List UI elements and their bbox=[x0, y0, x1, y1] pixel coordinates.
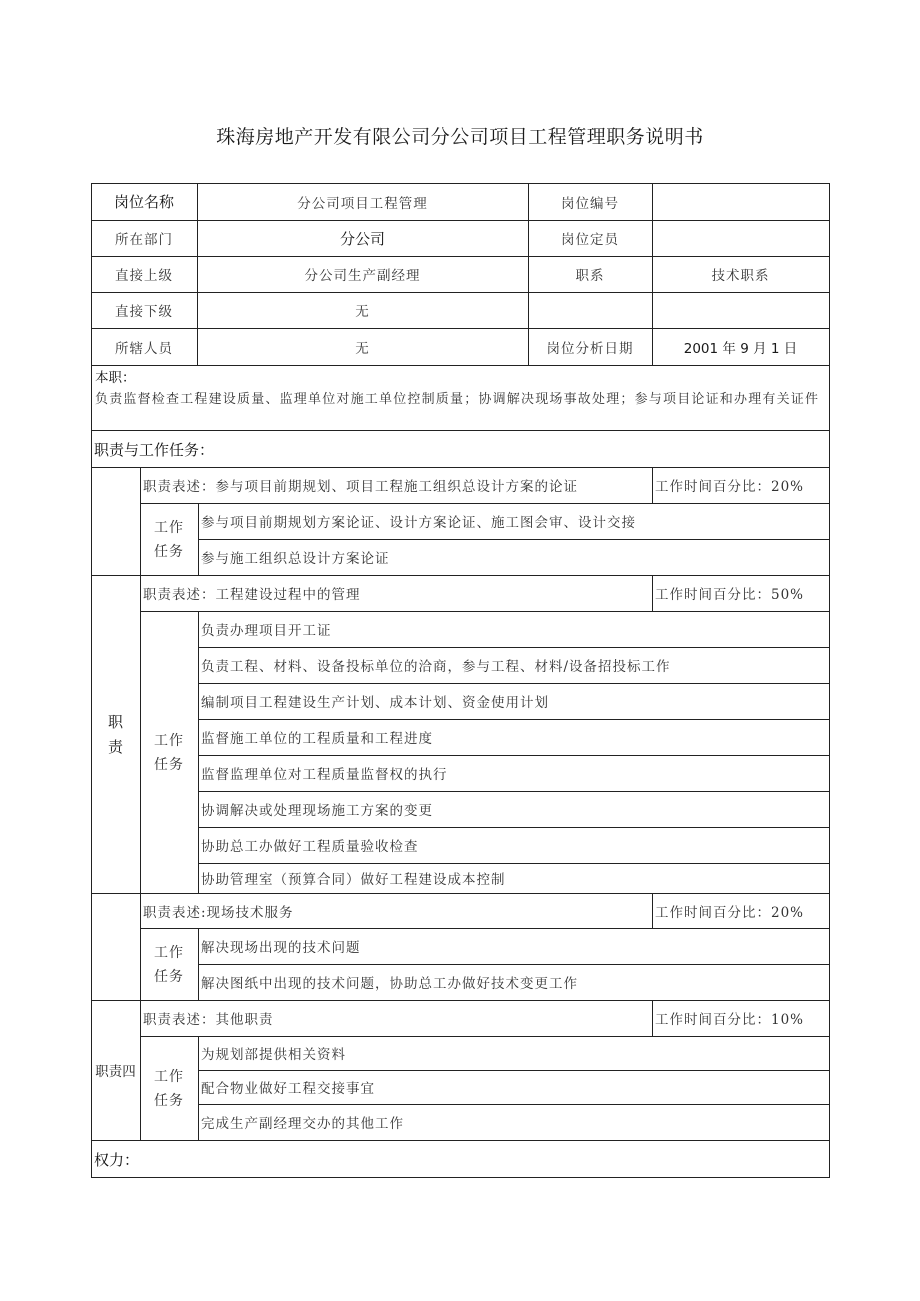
task-label bbox=[140, 611, 198, 893]
task-label bbox=[140, 928, 198, 1000]
task-item: 协调解决或处理现场施工方案的变更 bbox=[201, 803, 433, 819]
duty-main bbox=[91, 366, 829, 430]
task-label-line2: 任务 bbox=[154, 757, 184, 773]
duty-percent: 工作时间百分比：50% bbox=[655, 587, 805, 603]
duty-main-label: 本职： bbox=[95, 370, 136, 386]
task-item: 负责工程、材料、设备投标单位的洽商，参与工程、材料/设备招投标工作 bbox=[201, 659, 671, 675]
task-label bbox=[140, 503, 198, 575]
duty-statement: 职责表述:现场技术服务 bbox=[143, 904, 294, 921]
header-label bbox=[528, 292, 652, 328]
duties-heading: 职责与工作任务： bbox=[94, 440, 215, 459]
task-item: 编制项目工程建设生产计划、成本计划、资金使用计划 bbox=[201, 695, 549, 711]
header-value bbox=[652, 183, 829, 220]
duty-percent: 工作时间百分比：20% bbox=[655, 904, 805, 921]
header-value: 2001 年 9 月 1 日 bbox=[683, 340, 798, 357]
header-value bbox=[652, 220, 829, 256]
header-value: 分公司项目工程管理 bbox=[297, 195, 428, 212]
header-label: 职系 bbox=[575, 268, 605, 284]
task-item: 监督施工单位的工程质量和工程进度 bbox=[201, 731, 433, 747]
duty-main-text: 负责监督检查工程建设质量、监理单位对施工单位控制质量；协调解决现场事故处理；参与项目论证和办理有关证件 bbox=[95, 392, 820, 407]
duty-percent: 工作时间百分比：10% bbox=[655, 1012, 805, 1028]
header-value: 分公司 bbox=[339, 229, 385, 248]
task-label-line1: 工作 bbox=[154, 733, 184, 749]
header-value: 分公司生产副经理 bbox=[304, 268, 421, 284]
task-item: 解决现场出现的技术问题 bbox=[201, 940, 361, 956]
task-item: 协助管理室（预算合同）做好工程建设成本控制 bbox=[201, 872, 506, 888]
authority-label: 权力： bbox=[94, 1150, 140, 1169]
duty-statement: 职责表述：参与项目前期规划、项目工程施工组织总设计方案的论证 bbox=[143, 479, 578, 495]
task-item: 监督监理单位对工程质量监督权的执行 bbox=[201, 767, 448, 783]
header-label: 岗位定员 bbox=[561, 232, 619, 248]
header-value bbox=[652, 292, 829, 328]
task-item: 协助总工办做好工程质量验收检查 bbox=[201, 839, 419, 855]
header-label: 所辖人员 bbox=[115, 340, 173, 357]
header-value: 无 bbox=[355, 340, 370, 357]
task-label-line1: 工作 bbox=[154, 520, 184, 536]
task-item: 解决图纸中出现的技术问题，协助总工办做好技术变更工作 bbox=[201, 976, 578, 992]
header-label: 直接上级 bbox=[115, 268, 173, 284]
table-rule bbox=[829, 183, 830, 1178]
task-label-line1: 工作 bbox=[154, 1069, 184, 1085]
task-label-line2: 任务 bbox=[154, 969, 184, 985]
duty-side-label-line2: 责 bbox=[107, 738, 123, 756]
task-label-line1: 工作 bbox=[154, 945, 184, 961]
header-label: 直接下级 bbox=[115, 304, 173, 320]
task-label-line2: 任务 bbox=[154, 544, 184, 560]
task-label-line2: 任务 bbox=[154, 1093, 184, 1109]
header-label: 所在部门 bbox=[115, 232, 173, 248]
task-item: 参与项目前期规划方案论证、设计方案论证、施工图会审、设计交接 bbox=[201, 515, 636, 531]
header-label: 岗位编号 bbox=[561, 195, 619, 212]
duty-side-label: 职责四 bbox=[95, 1064, 136, 1080]
task-item: 为规划部提供相关资料 bbox=[201, 1047, 346, 1063]
duty-statement: 职责表述：其他职责 bbox=[143, 1012, 274, 1028]
header-label: 岗位名称 bbox=[113, 193, 174, 211]
task-item: 参与施工组织总设计方案论证 bbox=[201, 551, 390, 567]
task-label bbox=[140, 1036, 198, 1140]
task-item: 负责办理项目开工证 bbox=[201, 623, 332, 639]
document-title: 珠海房地产开发有限公司分公司项目工程管理职务说明书 bbox=[216, 126, 704, 148]
duty-side-label bbox=[91, 575, 140, 893]
duty-side-label-line1: 职 bbox=[107, 713, 123, 731]
header-value: 技术职系 bbox=[711, 268, 770, 284]
task-item: 配合物业做好工程交接事宜 bbox=[201, 1081, 375, 1097]
header-value: 无 bbox=[355, 304, 370, 320]
duty-statement: 职责表述：工程建设过程中的管理 bbox=[143, 587, 361, 603]
task-item: 完成生产副经理交办的其他工作 bbox=[201, 1116, 404, 1132]
duty-percent: 工作时间百分比：20% bbox=[655, 479, 805, 495]
header-label: 岗位分析日期 bbox=[546, 340, 634, 357]
table-rule bbox=[91, 1177, 830, 1178]
